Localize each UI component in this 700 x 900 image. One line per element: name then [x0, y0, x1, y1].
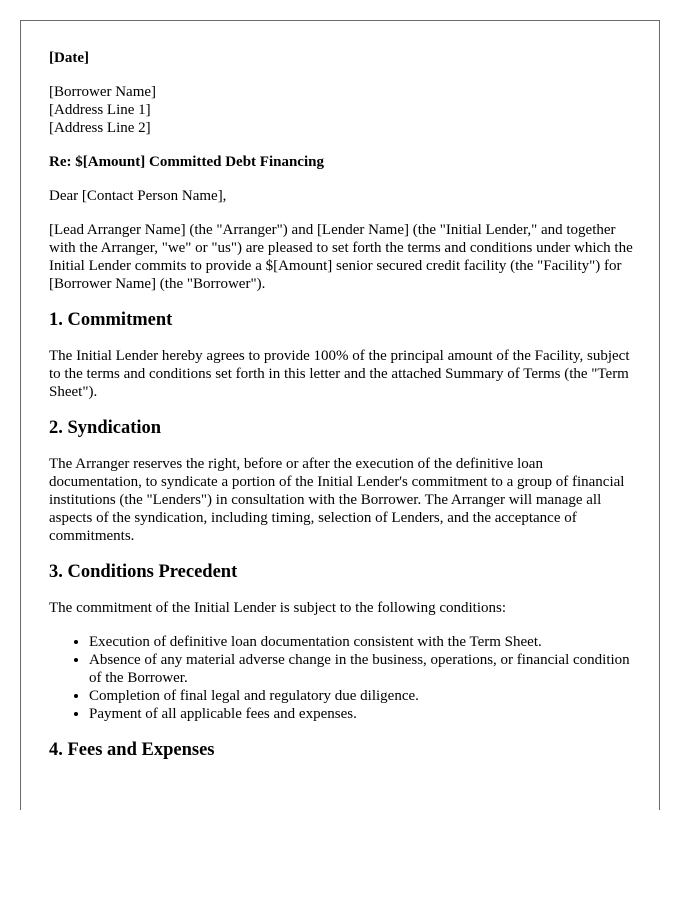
recipient-address — [49, 83, 639, 137]
list-item: • Execution of definitive loan documentation consistent with the Term Sheet. — [89, 633, 639, 651]
list-item: • Payment of all applicable fees and expenses. — [89, 705, 639, 723]
conditions-paragraph: The commitment of the Initial Lender is subject to the following conditions: — [49, 600, 506, 616]
commitment-paragraph: The Initial Lender hereby agrees to provide 100% of the principal amount of the Facility, subject to the terms and conditions set forth in this letter and the attached Summary of Terms (the "Term Sheet"). — [49, 348, 630, 400]
address-line: [Address Line 1] — [49, 102, 151, 118]
conditions-list — [49, 633, 639, 723]
letter-content — [49, 49, 639, 777]
salutation: Dear [Contact Person Name], — [49, 188, 227, 204]
letter-date: [Date] — [49, 50, 89, 66]
letter-page — [20, 20, 660, 810]
list-item: • Absence of any material adverse change in the business, operations, or financial condition of the Borrower. — [89, 651, 639, 687]
section-heading-conditions: 3. Conditions Precedent — [49, 562, 238, 582]
syndication-paragraph: The Arranger reserves the right, before or after the execution of the definitive loan documentation, to syndicate a portion of the Initial Lender's commitment to a group of financial institutions (the "Lenders") in consultation with the Borrower. The Arranger will manage all aspects of the syndication, including timing, selection of Lenders, and the acceptance of commitments. — [49, 456, 625, 544]
list-item: • Completion of final legal and regulatory due diligence. — [89, 687, 639, 705]
section-heading-commitment: 1. Commitment — [49, 310, 173, 330]
section-heading-syndication: 2. Syndication — [49, 418, 162, 438]
intro-paragraph: [Lead Arranger Name] (the "Arranger") and [Lender Name] (the "Initial Lender," and together with the Arranger, "we" or "us") are pleased to set forth the terms and conditions under which the Initial Lender commits to provide a $[Amount] senior secured credit facility (the "Facility") for [Borrower Name] (the "Borrower"). — [49, 222, 633, 292]
address-line: [Address Line 2] — [49, 120, 151, 136]
section-heading-fees: 4. Fees and Expenses — [49, 740, 215, 760]
subject-line: Re: $[Amount] Committed Debt Financing — [49, 154, 324, 170]
address-line: [Borrower Name] — [49, 84, 157, 100]
